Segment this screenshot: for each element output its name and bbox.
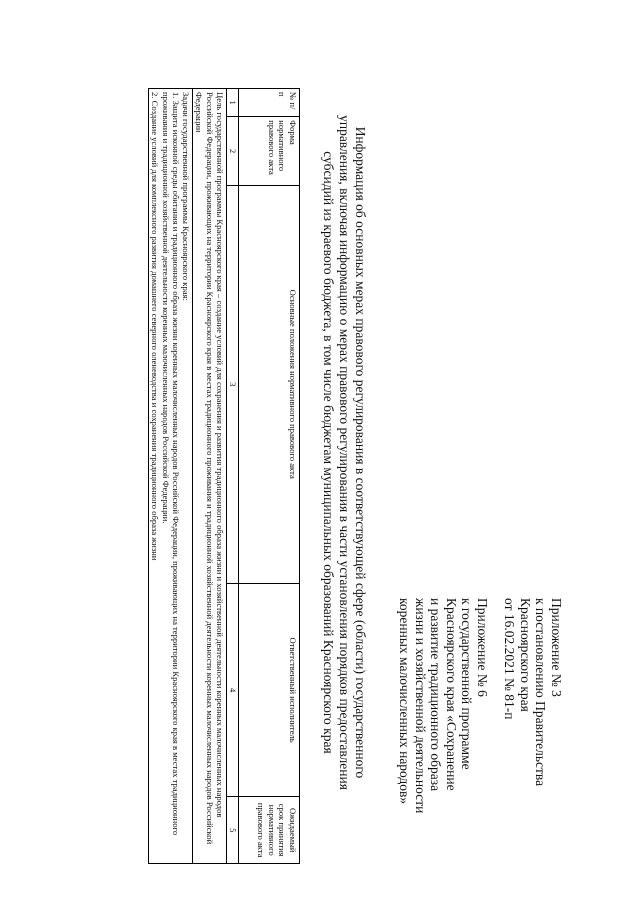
header-executor: Ответственный исполнитель — [239, 583, 300, 797]
col-number-1: 1 — [227, 89, 239, 117]
header-form: Форма нормативного правового акта — [239, 117, 300, 185]
appendix-3-line-2: к постановлению Правительства — [533, 598, 549, 787]
header-term: Ожидаемый срок принятия нормативного правового акта — [239, 797, 300, 864]
header-main: Основные положения нормативного правового акта — [239, 185, 300, 583]
col-number-2: 2 — [227, 117, 239, 185]
title-line-1: Информация об основных мерах правового регулирования в соответствующей сфере (области) государственного — [353, 126, 368, 779]
task-2: 2. Создание условий для комплексного развития домашнего северного оленеводства и сохранения традиционного образа жизни — [150, 92, 161, 561]
appendix-6-line-6: коренных малочисленных народов» — [397, 598, 413, 805]
col-number-3: 3 — [227, 185, 239, 583]
appendix-3-line-4: от 16.02.2021 № 81-п — [502, 598, 518, 720]
program-tasks — [148, 89, 192, 864]
table-header-row — [239, 89, 300, 864]
appendix-6-line-1: Приложение № 6 — [475, 598, 490, 697]
measures-table — [148, 88, 300, 864]
appendix-6-line-3: Красноярского края «Сохранение — [444, 598, 459, 791]
appendix-6-line-2: к государственной программе — [459, 598, 475, 770]
title-line-3: субсидий из краевого бюджета, в том числе бюджетам муниципальных образований Красноярского края — [321, 151, 336, 754]
program-goal: Цель государственной программы Красноярского края – создание условий для сохранения и развития традиционного образа жизни и хозяйственной деятельности коренных малочисленных народов Российской Федерации, проживающих на территории Красноярского края в местах традиционного проживания и традиционной хозяйственной деятельности коренных малочисленных народов Российской Федерации — [193, 89, 227, 864]
col-number-5: 5 — [227, 797, 239, 864]
appendix-3-line-1: Приложение № 3 — [549, 598, 564, 697]
column-number-row — [227, 89, 239, 864]
appendix-6-line-5: жизни и хозяйственной деятельности — [413, 598, 428, 814]
appendix-3-line-3: Красноярского края — [518, 598, 533, 712]
document-title — [320, 0, 368, 905]
appendix-6-line-4: и развитие традиционного образа — [428, 598, 444, 792]
col-number-4: 4 — [227, 583, 239, 797]
title-line-2: управления, включая информацию о мерах правового регулирования в части установления порядков предоставления — [337, 115, 352, 790]
tasks-row — [148, 89, 192, 864]
tasks-heading: Задачи государственной программы Красноярского края: — [181, 92, 192, 301]
appendix-3-block — [502, 598, 564, 786]
header-num: № п/п — [239, 89, 300, 117]
goal-row — [193, 89, 227, 864]
task-1: 1. Защита исконной среды обитания и традиционного образа жизни коренных малочисленных народов Российской Федерации, проживающих на территории Красноярского края в местах традиционного проживания и традиционной хозяйственной деятельности коренных малочисленных народов Российской Федерации. — [160, 92, 181, 836]
appendix-6-block — [397, 598, 490, 813]
